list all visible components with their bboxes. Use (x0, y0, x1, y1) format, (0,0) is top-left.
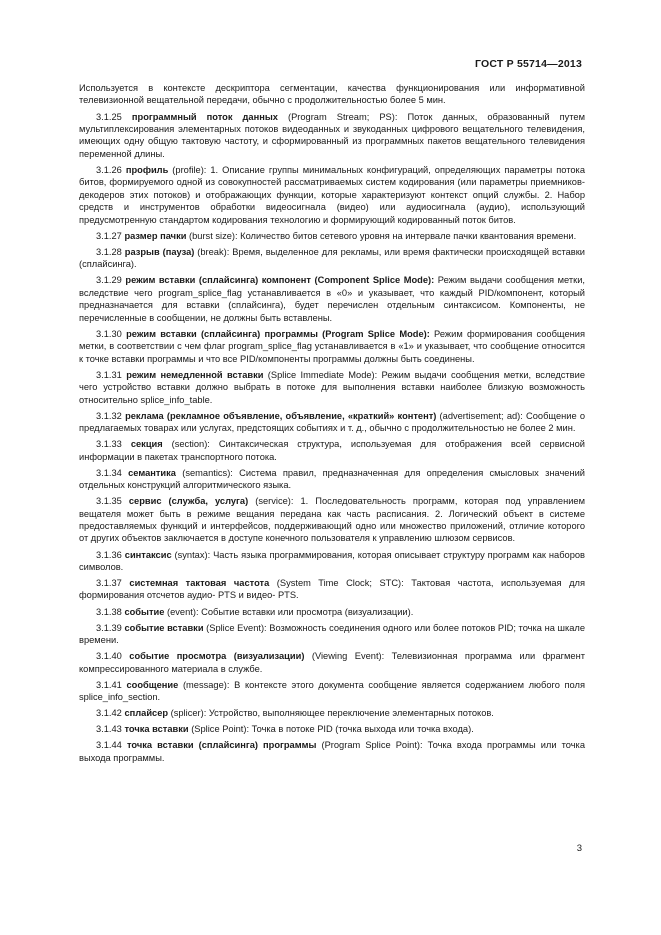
definition-entry (79, 707, 585, 719)
definitions-list (79, 111, 585, 765)
entry-term: системная тактовая частота (129, 578, 270, 589)
entry-definition: (splicer): Устройство, выполняющее переключение элементарных потоков. (168, 708, 494, 719)
entry-number: 3.1.37 (96, 578, 122, 589)
entry-term: событие просмотра (визуализации) (129, 651, 305, 662)
definition-entry (79, 739, 585, 764)
intro-paragraph: Используется в контексте дескриптора сегментации, качества функционирования или информативной телевизионной вещательной передачи, обычно с продолжительностью более 5 мин. (79, 83, 585, 106)
entry-term: сервис (служба, услуга) (128, 496, 249, 507)
definition-entry (79, 164, 585, 226)
entry-definition: (Splice Event): Возможность соединения одного или более потоков PID; точка на шкале времени. (79, 622, 585, 646)
entry-number: 3.1.27 (96, 230, 122, 241)
definition-entry (79, 495, 585, 545)
definition-entry (79, 230, 585, 242)
definition-entry (79, 723, 585, 735)
definition-entry (79, 438, 585, 463)
entry-term: режим немедленной вставки (126, 369, 264, 380)
entry-term: точка вставки (124, 724, 189, 735)
entry-number: 3.1.41 (96, 679, 122, 690)
entry-term: синтаксис (124, 549, 172, 560)
entry-definition: (Splice Immediate Mode): Режим выдачи сообщения метки, вследствие чего устройство вставки должно выбрать в потоке для выполнения вставки наиболее близкую возможность относительно splice_info_table. (79, 369, 585, 405)
entry-definition: (semantics): Система правил, предназначенная для определения смысловых значений отдельных конструкций алгоритмического языка. (79, 467, 585, 491)
definition-entry (79, 369, 585, 406)
entry-number: 3.1.29 (96, 275, 122, 286)
entry-number: 3.1.39 (96, 622, 122, 633)
entry-definition: (message): В контексте этого документа сообщение является содержанием любого поля splice_info_section. (79, 679, 585, 703)
entry-term: сплайсер (124, 708, 169, 719)
entry-number: 3.1.44 (96, 740, 122, 751)
entry-number: 3.1.38 (96, 606, 122, 617)
entry-number: 3.1.43 (96, 724, 122, 735)
document-body (79, 82, 585, 768)
entry-definition: (service): 1. Последовательность программ, которая под управлением вещателя может быть в режиме вещания передана как часть расписания. 2. Логический объект в системе предоставляемых функций и интерфейсов, поддерживающий одно или множество приложений, отличие которого от других объектов заключается в доступе конечного пользователя к управлению шлюзом сервисов. (79, 496, 585, 544)
page-number: 3 (576, 843, 582, 854)
entry-number: 3.1.28 (96, 246, 122, 257)
entry-term: событие (124, 606, 165, 617)
entry-term: профиль (125, 164, 169, 175)
entry-term: размер пачки (124, 230, 187, 241)
entry-definition: (event): Событие вставки или просмотра (визуализации). (164, 606, 414, 617)
entry-term: режим вставки (сплайсинга) программы (Program Splice Mode): (126, 328, 430, 339)
definition-entry (79, 577, 585, 602)
entry-term: событие вставки (124, 622, 204, 633)
entry-definition: (syntax): Часть языка программирования, которая описывает структуру программ как наборов символов. (79, 549, 585, 572)
entry-number: 3.1.40 (96, 651, 122, 662)
definition-entry (79, 622, 585, 647)
entry-number: 3.1.31 (96, 369, 122, 380)
definition-entry (79, 246, 585, 271)
entry-definition: (System Time Clock; STC): Тактовая частота, используемая для формирования отсчетов аудио- PTS и видео- PTS. (79, 578, 585, 601)
entry-term: семантика (128, 467, 176, 478)
entry-definition: (profile): 1. Описание группы минимальных конфигураций, определяющих параметры потока битов, формируемого одной из совокупностей рассматриваемых систем кодирования (или параметры приемников-декодеров этих потоков) и отображающих функции, которые характеризуют контекст опций службы. 2. Набор средств и инструментов обработки видеосигнала (видео) или аудиосигнала (аудио), использующий предусмотренную стандартом кодирования технологию и формирующий кодированный поток битов. (79, 164, 585, 225)
entry-definition: (section): Синтаксическая структура, используемая для отображения всей сервисной информации в пакетах транспортного потока. (79, 439, 585, 462)
definition-entry (79, 111, 585, 161)
entry-term: секция (130, 439, 163, 450)
entry-definition: (break): Время, выделенное для рекламы, или время фактически происходящей вставки (сплайсинга). (79, 246, 585, 270)
entry-definition: (advertisement; ad): Сообщение о предлагаемых товарах или услугах, предстоящих событиях и т. д., обычно с продолжительностью не более 2 мин. (79, 410, 586, 434)
entry-number: 3.1.30 (96, 328, 122, 339)
definition-entry (79, 650, 585, 675)
entry-number: 3.1.32 (96, 410, 122, 421)
entry-number: 3.1.42 (96, 708, 122, 719)
definition-entry (79, 410, 585, 435)
entry-definition: (Viewing Event): Телевизионная программа или фрагмент компрессированного материала в службе. (79, 651, 585, 674)
entry-number: 3.1.34 (96, 467, 122, 478)
entry-term: точка вставки (сплайсинга) программы (126, 740, 317, 751)
entry-term: сообщение (126, 679, 179, 690)
entry-definition: (Program Splice Point): Точка входа программы или точка выхода программы. (79, 740, 585, 763)
entry-term: программный поток данных (131, 111, 278, 122)
entry-definition: (Splice Point): Точка в потоке PID (точка выхода или точка входа). (188, 724, 474, 735)
entry-definition: Режим выдачи сообщения метки, вследствие чего program_splice_flag устанавливается в «0» и указывает, что каждый PID/компонент, который предназначается для вставки (сплайсинга), будет перечислен отдельным синтаксисом. Компоненты, не перечисленные в сообщении, не должны быть вставлены. (79, 275, 585, 323)
definition-entry (79, 606, 585, 618)
definition-entry (79, 467, 585, 492)
definition-entry (79, 549, 585, 574)
entry-number: 3.1.25 (96, 111, 122, 122)
entry-definition: (burst size): Количество битов сетевого уровня на интервале пачки квантования времени. (186, 230, 577, 241)
entry-definition: (Program Stream; PS): Поток данных, образованный путем мультиплексирования элементарных потоков видеоданных и звукоданных цифрового вещательного телевидения, имеющих одну общую тактовую частоту, и сформированный из программных пакетов вещательного телевидения переменной длины. (79, 111, 585, 159)
entry-term: режим вставки (сплайсинга) компонент (Component Splice Mode): (125, 275, 435, 286)
entry-number: 3.1.26 (96, 164, 122, 175)
entry-definition: Режим формирования сообщения метки, в соответствии с чем флаг program_splice_flag устанавливается в «1» и указывает, что сообщение относится к точке вставки программы и что все PID/компоненты программы должны быть соединены. (79, 328, 585, 364)
entry-term: реклама (рекламное объявление, объявление, «краткий» контент) (125, 410, 437, 421)
definition-entry (79, 328, 585, 365)
definition-entry (79, 274, 585, 324)
entry-term: разрыв (пауза) (124, 246, 195, 257)
entry-number: 3.1.33 (96, 439, 122, 450)
entry-number: 3.1.35 (96, 496, 122, 507)
document-standard-id: ГОСТ Р 55714—2013 (474, 58, 582, 70)
definition-entry (79, 679, 585, 704)
entry-number: 3.1.36 (96, 549, 122, 560)
